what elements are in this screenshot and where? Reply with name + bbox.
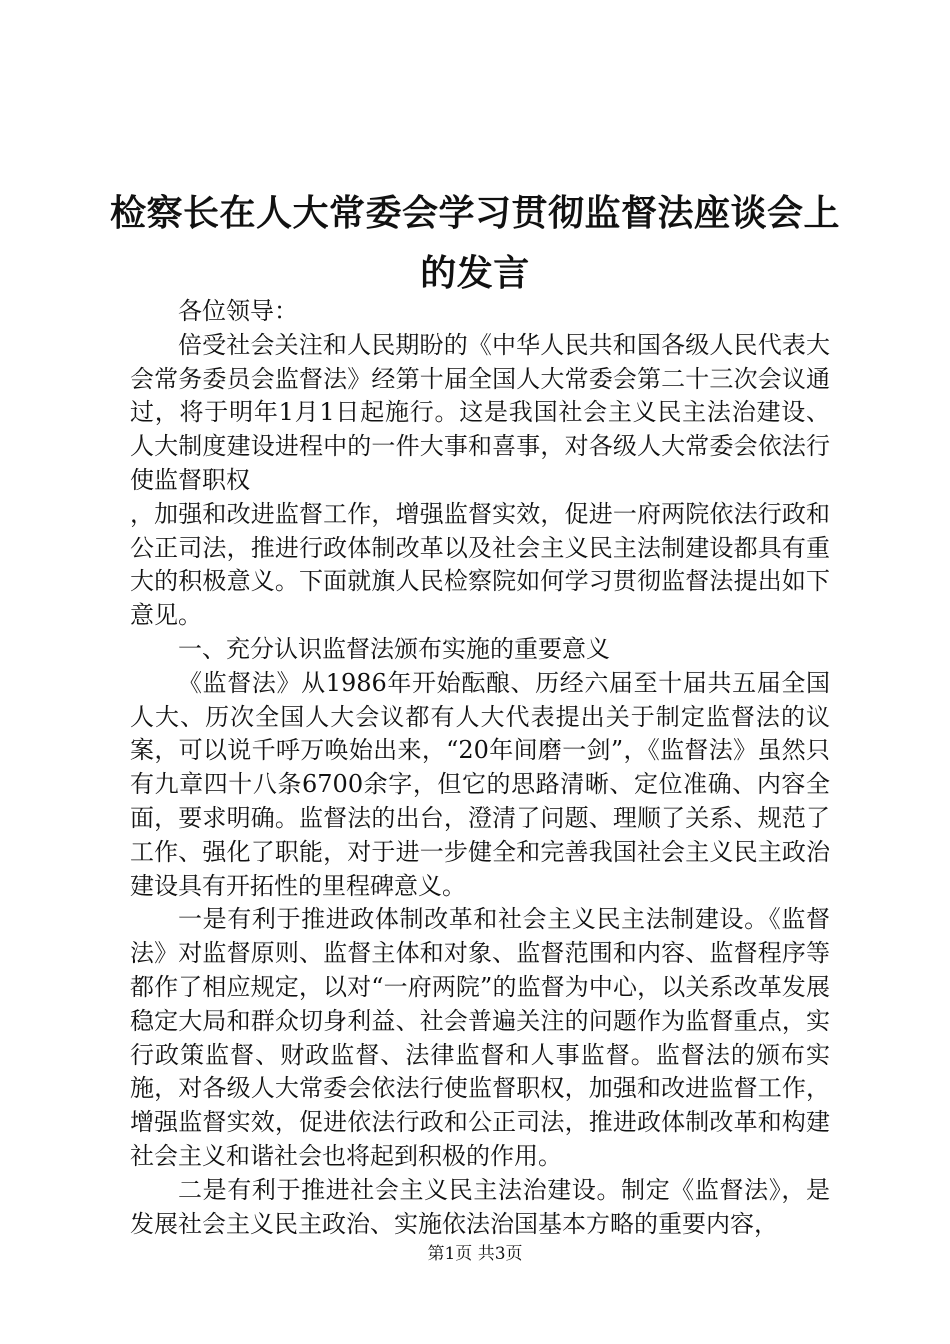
paragraph-point-two: 二是有利于推进社会主义民主法治建设。制定《监督法》，是发展社会主义民主政治、实施依法治国基本方略的重要内容， <box>130 1175 830 1238</box>
paragraph-significance: 《监督法》从1986年开始酝酿、历经六届至十届共五届全国人大、历次全国人大会议都有人大代表提出关于制定监督法的议案，可以说千呼万唤始出来，“20年间磨一剑”，《监督法》虽然只有九章四十八条6700余字，但它的思路清晰、定位准确、内容全面，要求明确。监督法的出台，澄清了问题、理顺了关系、规范了工作、强化了职能，对于进一步健全和完善我国社会主义民主政治建设具有开拓性的里程碑意义。 <box>130 668 830 900</box>
paragraph-continuation: ，加强和改进监督工作，增强监督实效，促进一府两院依法行政和公正司法，推进行政体制改革以及社会主义民主法制建设都具有重大的积极意义。下面就旗人民检察院如何学习贯彻监督法提出如下意见。 <box>130 499 830 630</box>
section-heading-1: 一、充分认识监督法颁布实施的重要意义 <box>178 634 610 663</box>
paragraph-intro: 倍受社会关注和人民期盼的《中华人民共和国各级人民代表大会常务委员会监督法》经第十届全国人大常委会第二十三次会议通过，将于明年1月1日起施行。这是我国社会主义民主法治建设、人大制度建设进程中的一件大事和喜事，对各级人大常委会依法行使监督职权 <box>130 330 830 494</box>
document-body <box>130 295 830 1241</box>
page-footer: 第1页 共3页 <box>427 1244 523 1264</box>
paragraph-point-one: 一是有利于推进政体制改革和社会主义民主法制建设。《监督法》对监督原则、监督主体和对象、监督范围和内容、监督程序等都作了相应规定，以对“一府两院”的监督为中心，以关系改革发展稳定大局和群众切身利益、社会普遍关注的问题作为监督重点，实行政策监督、财政监督、法律监督和人事监督。监督法的颁布实施，对各级人大常委会依法行使监督职权，加强和改进监督工作，增强监督实效，促进依法行政和公正司法，推进政体制改革和构建社会主义和谐社会也将起到积极的作用。 <box>130 905 830 1170</box>
salutation: 各位领导： <box>178 297 298 325</box>
document-title: 检察长在人大常委会学习贯彻监督法座谈会上的发言 <box>110 192 841 294</box>
